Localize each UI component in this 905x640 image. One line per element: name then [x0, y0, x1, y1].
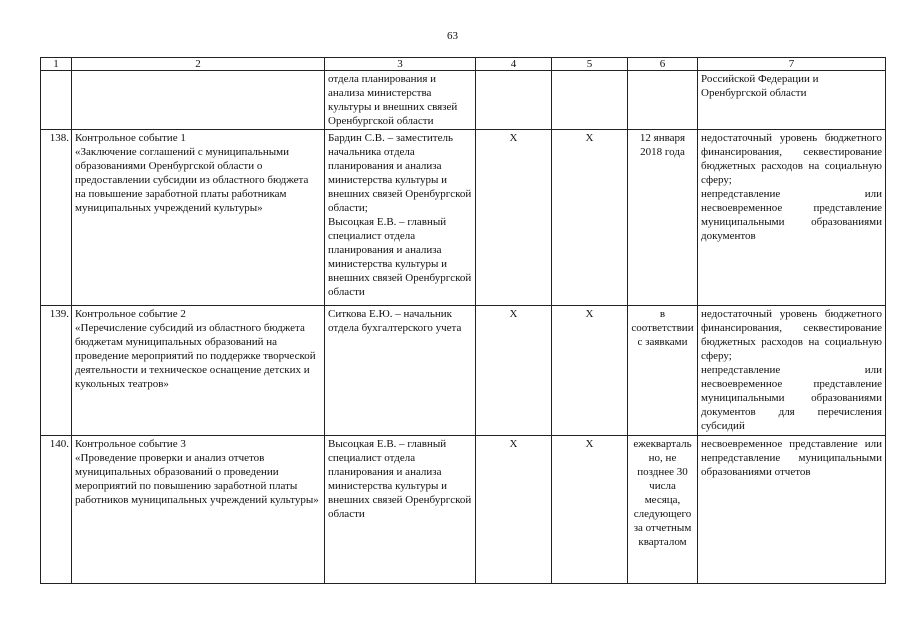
control-events-table	[40, 57, 886, 584]
column-header-3: 3	[325, 58, 476, 71]
row-number: 140.	[41, 436, 72, 584]
responsible-cell	[325, 130, 476, 306]
header-row	[41, 58, 886, 71]
event-text: «Проведение проверки и анализ отчетов муниципальных образований о проведении мероприятий по повышению заработной платы работников муниципальных учреждений культуры»	[75, 452, 319, 506]
cell-x: Х	[476, 306, 552, 436]
continuation-row	[41, 71, 886, 130]
continuation-risks: Российской Федерации и Оренбургской области	[698, 71, 886, 130]
table-row	[41, 436, 886, 584]
cell-x: Х	[552, 130, 628, 306]
event-title: Контрольное событие 2	[75, 308, 186, 320]
risks-cell	[698, 306, 886, 436]
event-title: Контрольное событие 3	[75, 438, 186, 450]
cell-empty	[72, 71, 325, 130]
deadline-cell: ежеквартально, не позднее 30 числа месяца, следующего за отчетным кварталом	[628, 436, 698, 584]
responsible-cell	[325, 436, 476, 584]
cell-empty	[628, 71, 698, 130]
row-number: 139.	[41, 306, 72, 436]
cell-empty	[552, 71, 628, 130]
cell-x: Х	[476, 130, 552, 306]
table-row	[41, 130, 886, 306]
column-header-2: 2	[72, 58, 325, 71]
event-cell	[72, 130, 325, 306]
cell-empty	[41, 71, 72, 130]
risk-text: недостаточный уровень бюджетного финансирования, секвестирование бюджетных расходов на социальную сферу;	[701, 132, 882, 186]
column-header-5: 5	[552, 58, 628, 71]
deadline-cell: 12 января 2018 года	[628, 130, 698, 306]
risks-cell	[698, 436, 886, 584]
event-title: Контрольное событие 1	[75, 132, 186, 144]
table-row	[41, 306, 886, 436]
cell-x: Х	[476, 436, 552, 584]
page-number: 63	[447, 30, 458, 42]
risk-text: непредставление или несвоевременное представление муниципальными образованиями документов	[701, 188, 882, 242]
column-header-4: 4	[476, 58, 552, 71]
continuation-responsible: отдела планирования и анализа министерства культуры и внешних связей Оренбургской области	[325, 71, 476, 130]
column-header-7: 7	[698, 58, 886, 71]
event-text: «Перечисление субсидий из областного бюджета бюджетам муниципальных образований на проведение мероприятий по поддержке творческой деятельности и техническое оснащение детских и кукольных театров»	[75, 322, 316, 390]
responsible-person: Бардин С.В. – заместитель начальника отдела планирования и анализа министерства культуры и внешних связей Оренбургской области;	[328, 132, 472, 214]
responsible-person: Ситкова Е.Ю. – начальник отдела бухгалтерского учета	[328, 308, 462, 334]
cell-empty	[476, 71, 552, 130]
responsible-person: Высоцкая Е.В. – главный специалист отдела планирования и анализа министерства культуры и внешних связей Оренбургской области	[328, 216, 472, 298]
event-cell	[72, 306, 325, 436]
responsible-cell	[325, 306, 476, 436]
risks-cell	[698, 130, 886, 306]
risk-text: несвоевременное представление или непредставление муниципальными образованиями отчетов	[701, 438, 882, 478]
column-header-6: 6	[628, 58, 698, 71]
cell-x: Х	[552, 306, 628, 436]
responsible-person: Высоцкая Е.В. – главный специалист отдела планирования и анализа министерства культуры и внешних связей Оренбургской области	[328, 438, 472, 520]
event-cell	[72, 436, 325, 584]
row-number: 138.	[41, 130, 72, 306]
deadline-cell: в соответствии с заявками	[628, 306, 698, 436]
event-text: «Заключение соглашений с муниципальными образованиями Оренбургской области о предоставлении субсидии из областного бюджета на повышение заработной платы работникам муниципальных учреждений культуры»	[75, 146, 309, 214]
cell-x: Х	[552, 436, 628, 584]
risk-text: недостаточный уровень бюджетного финансирования, секвестирование бюджетных расходов на социальную сферу;	[701, 308, 882, 362]
risk-text: непредставление или несвоевременное представление муниципальными образованиями документов для перечисления субсидий	[701, 364, 882, 432]
column-header-1: 1	[41, 58, 72, 71]
